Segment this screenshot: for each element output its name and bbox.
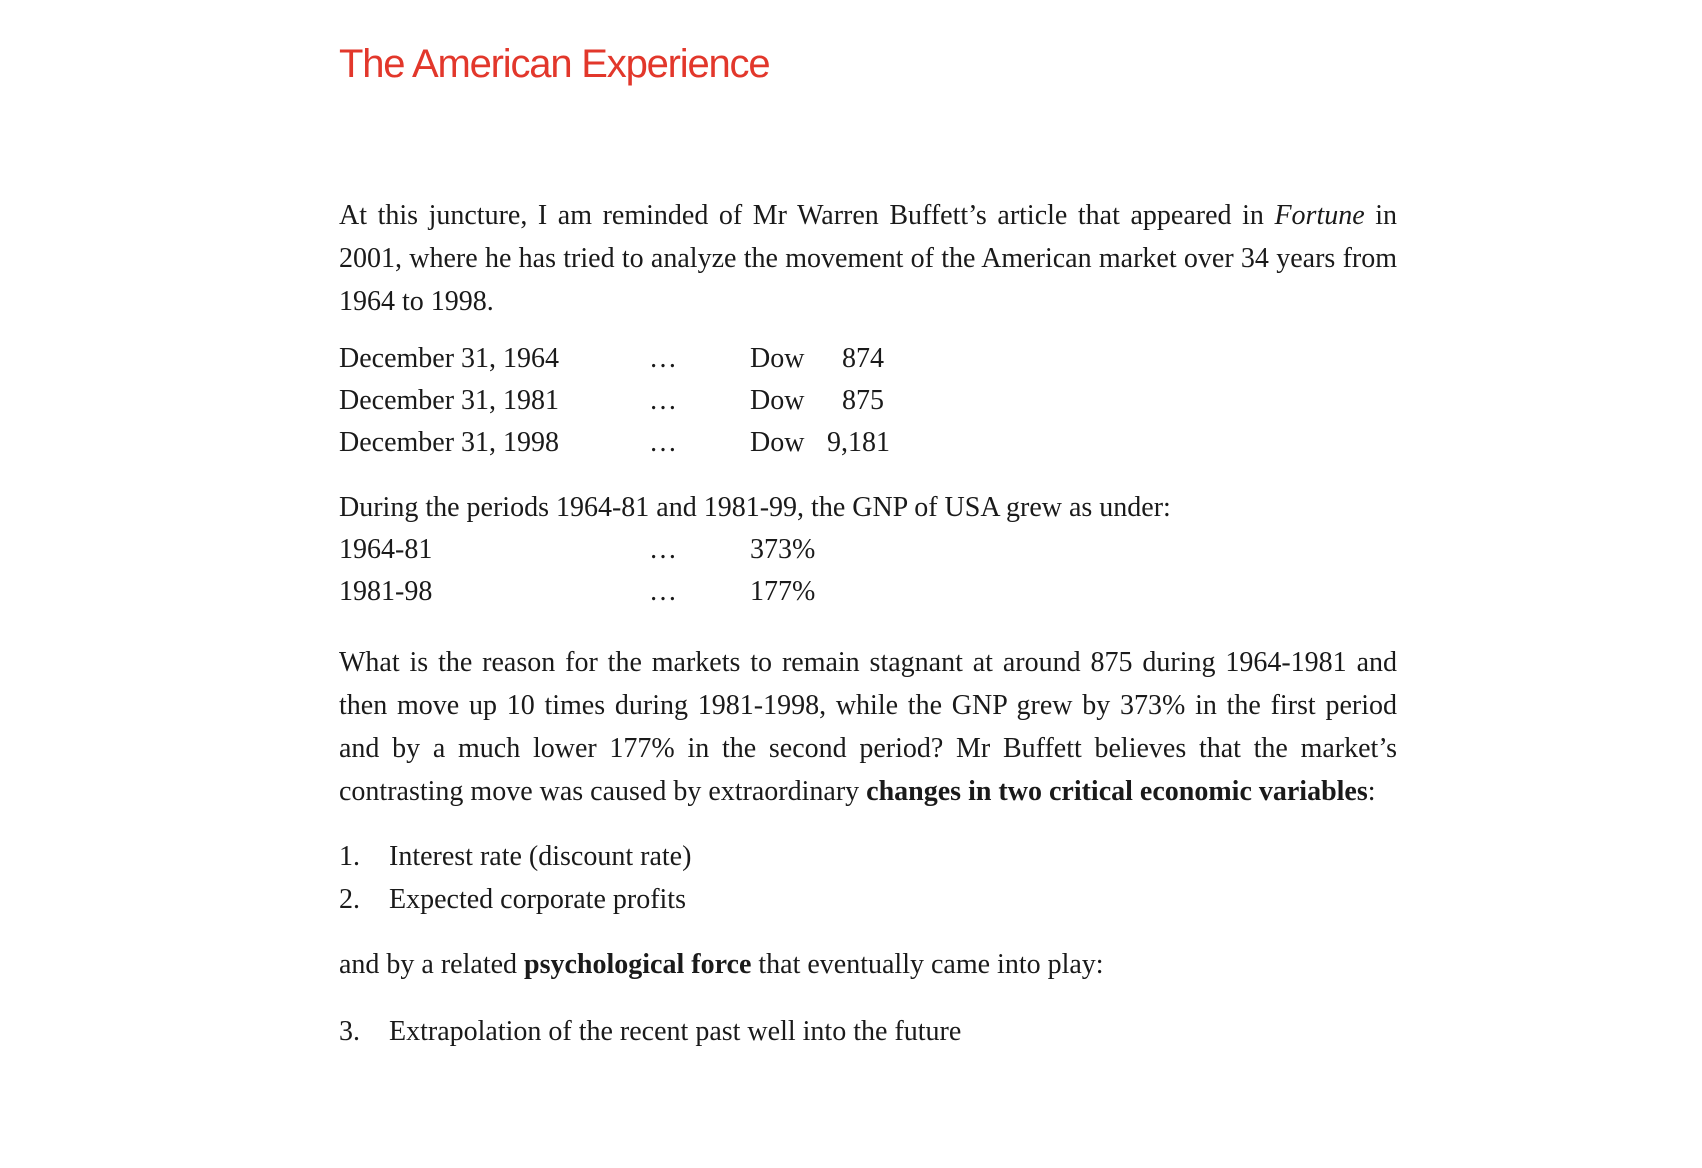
dow-value: 875 xyxy=(842,385,884,416)
gnp-table xyxy=(339,529,1397,613)
dow-date: December 31, 1964 xyxy=(339,343,560,374)
intro-text-2: in 2001, where he has tried to analyze the movement of the American market over 34 years from 1964 to 1998. xyxy=(339,200,1398,317)
dow-value: 874 xyxy=(842,343,884,374)
psych-paragraph xyxy=(339,943,1397,986)
publication-name: Fortune xyxy=(1274,200,1365,231)
dow-date: December 31, 1998 xyxy=(339,427,560,458)
psych-after: that eventually came into play: xyxy=(751,949,1104,980)
gnp-value: 373% xyxy=(750,534,816,565)
gnp-period: 1981-98 xyxy=(339,576,433,607)
dow-dots: … xyxy=(649,385,679,416)
intro-text-1: At this juncture, I am reminded of Mr Warren Buffett’s article that appeared in xyxy=(339,200,1275,231)
dow-date: December 31, 1981 xyxy=(339,385,560,416)
question-text: What is the reason for the markets to remain stagnant at around 875 during 1964-1981 and then move up 10 times during 1981-1998, while the GNP grew by 373% in the first period and by a much lower 177% in the second period? Mr Buffett believes that the market’s contrasting move was caused by extraordinary xyxy=(339,647,1397,807)
list-number: 1. xyxy=(339,841,360,872)
dow-label: Dow xyxy=(750,343,805,374)
dow-label: Dow xyxy=(750,427,805,458)
gnp-dots: … xyxy=(649,534,679,565)
dow-row xyxy=(339,422,1397,464)
gnp-value: 177% xyxy=(750,576,816,607)
dow-dots: … xyxy=(649,343,679,374)
gnp-intro: During the periods 1964-81 and 1981-99, the GNP of USA grew as under: xyxy=(339,492,1171,523)
gnp-row xyxy=(339,571,1397,613)
dow-dots: … xyxy=(649,427,679,458)
psych-bold: psychological force xyxy=(524,949,752,980)
gnp-dots: … xyxy=(649,576,679,607)
list-item xyxy=(339,835,1397,878)
list-text: Extrapolation of the recent past well into the future xyxy=(389,1016,962,1047)
psych-before: and by a related xyxy=(339,949,525,980)
page-title: The American Experience xyxy=(339,42,770,86)
variables-list xyxy=(339,835,1397,921)
list-item xyxy=(339,1010,1397,1053)
dow-row xyxy=(339,380,1397,422)
question-paragraph xyxy=(339,641,1397,813)
list-text: Interest rate (discount rate) xyxy=(389,841,692,872)
gnp-period: 1964-81 xyxy=(339,534,433,565)
intro-paragraph xyxy=(339,194,1397,323)
gnp-row xyxy=(339,529,1397,571)
dow-label: Dow xyxy=(750,385,805,416)
question-end: : xyxy=(1367,776,1376,807)
question-bold: changes in two critical economic variables xyxy=(866,776,1368,807)
dow-row xyxy=(339,338,1397,380)
list-number: 2. xyxy=(339,884,360,915)
dow-value: 9,181 xyxy=(827,427,890,458)
third-list xyxy=(339,1010,1397,1053)
document-body xyxy=(339,194,1397,1053)
list-number: 3. xyxy=(339,1016,360,1047)
dow-table xyxy=(339,338,1397,464)
list-item xyxy=(339,878,1397,921)
list-text: Expected corporate profits xyxy=(389,884,686,915)
